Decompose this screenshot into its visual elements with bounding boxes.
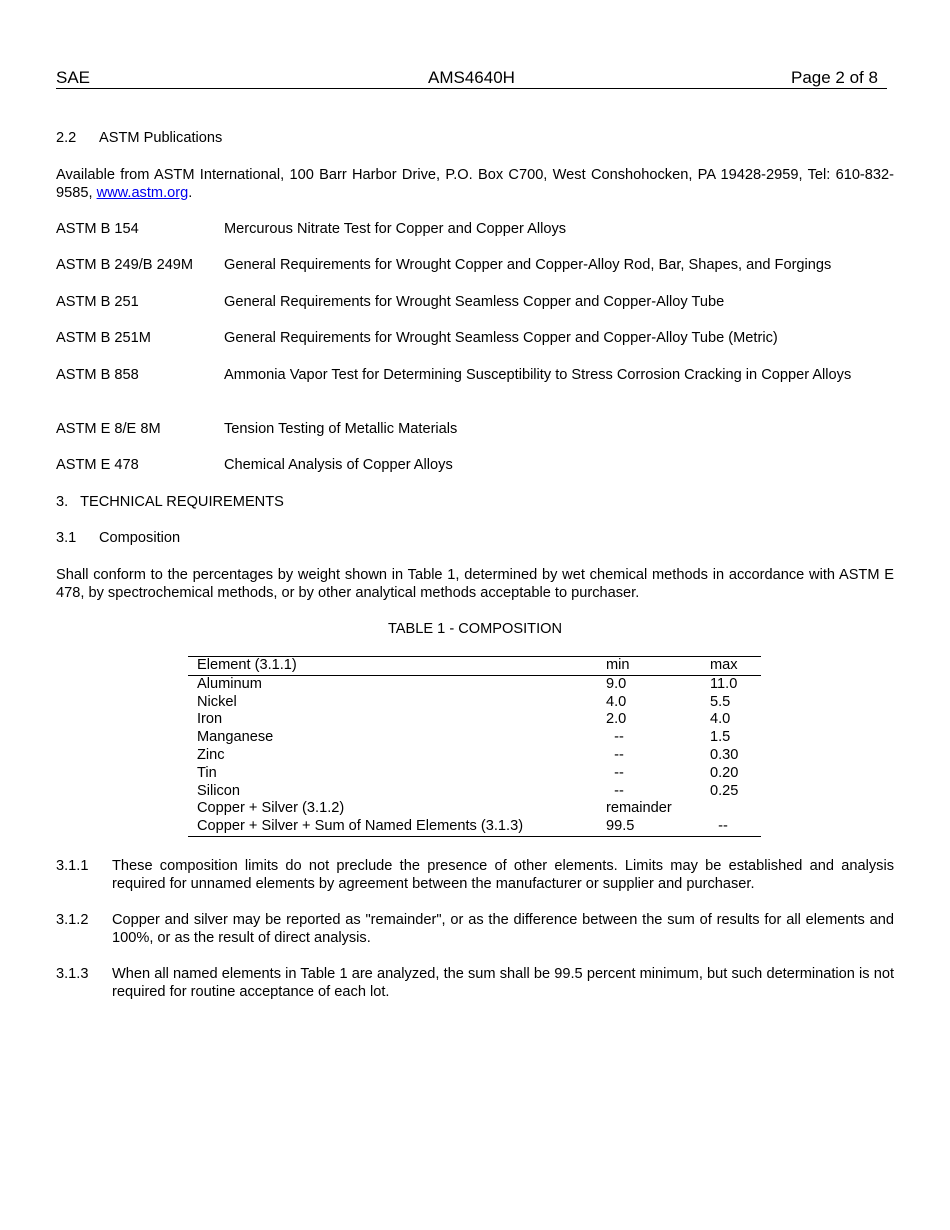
cell-max: 0.20: [710, 764, 739, 781]
cell-element: Iron: [197, 711, 223, 728]
cell-element: Zinc: [197, 746, 225, 763]
section-2-2-title: ASTM Publications: [99, 130, 223, 146]
table-header-row: [188, 657, 761, 676]
cell-max: --: [710, 818, 728, 835]
cell-element: Tin: [197, 764, 217, 781]
table-row: [188, 783, 761, 801]
availability-period: .: [188, 185, 193, 201]
astm-website-link[interactable]: www.astm.org: [96, 185, 189, 201]
table-row: [188, 747, 761, 765]
availability-text: Available from ASTM International, 100 Barr Harbor Drive, P.O. Box C700, West Conshohocken, PA 19428-2959, Tel: 610-832-9585,: [56, 167, 894, 201]
section-3-heading: 3. TECHNICAL REQUIREMENTS: [56, 494, 284, 510]
cell-max: 5.5: [710, 693, 731, 710]
reference-title: General Requirements for Wrought Seamless Copper and Copper-Alloy Tube (Metric): [224, 330, 778, 346]
note-text: Copper and silver may be reported as "remainder", or as the difference between the sum of results for all elements and 100%, or as the result of direct analysis.: [112, 912, 894, 946]
table-row: [188, 675, 761, 693]
cell-max: 0.25: [710, 782, 739, 799]
note-number: 3.1.2: [56, 912, 89, 928]
table-caption: TABLE 1 - COMPOSITION: [387, 621, 563, 637]
cell-min: 9.0: [606, 675, 627, 692]
table-row: [188, 818, 761, 836]
header-page-number: Page 2 of 8: [791, 68, 878, 87]
reference-title: Tension Testing of Metallic Materials: [224, 421, 458, 437]
reference-code: ASTM B 251: [56, 294, 139, 310]
reference-code: ASTM B 154: [56, 221, 139, 237]
column-header-min: min: [606, 657, 630, 673]
cell-max: 4.0: [710, 711, 731, 728]
cell-min: 99.5: [606, 818, 635, 835]
cell-element: Copper + Silver + Sum of Named Elements (3.1.3): [197, 818, 524, 835]
astm-availability-paragraph: [56, 166, 894, 202]
note-number: 3.1.1: [56, 858, 89, 874]
column-header-max: max: [710, 657, 738, 673]
cell-min: --: [606, 746, 624, 763]
cell-element: Manganese: [197, 729, 274, 746]
cell-max: 1.5: [710, 729, 731, 746]
cell-min: remainder: [606, 800, 672, 817]
reference-title: Mercurous Nitrate Test for Copper and Copper Alloys: [224, 221, 567, 237]
cell-min: 2.0: [606, 711, 627, 728]
reference-title: Ammonia Vapor Test for Determining Susceptibility to Stress Corrosion Cracking in Copper Alloys: [224, 367, 852, 383]
reference-code: ASTM E 8/E 8M: [56, 421, 161, 437]
note-text: When all named elements in Table 1 are analyzed, the sum shall be 99.5 percent minimum, but such determination is not required for routine acceptance of each lot.: [112, 966, 894, 1000]
cell-max: [710, 800, 761, 818]
cell-max: 11.0: [710, 675, 738, 692]
table-row: [188, 711, 761, 729]
header-rule: [56, 88, 887, 89]
header-doc-id: AMS4640H: [428, 68, 515, 87]
cell-min: --: [606, 764, 624, 781]
reference-title: Chemical Analysis of Copper Alloys: [224, 457, 453, 473]
cell-min: --: [606, 782, 624, 799]
table-row: [188, 765, 761, 783]
section-3-1-number: 3.1: [56, 530, 77, 546]
section-2-2-number: 2.2: [56, 130, 77, 146]
reference-title: General Requirements for Wrought Seamless Copper and Copper-Alloy Tube: [224, 294, 725, 310]
reference-title: General Requirements for Wrought Copper and Copper-Alloy Rod, Bar, Shapes, and Forgings: [224, 257, 832, 273]
cell-min: --: [606, 729, 624, 746]
cell-max: 0.30: [710, 746, 739, 763]
header-org: SAE: [56, 68, 91, 87]
reference-code: ASTM B 858: [56, 367, 139, 383]
cell-element: Nickel: [197, 693, 237, 710]
table-row: [188, 694, 761, 712]
reference-code: ASTM B 249/B 249M: [56, 257, 194, 273]
section-3-1-title: Composition: [99, 530, 181, 546]
note-text: These composition limits do not preclude the presence of other elements. Limits may be established and analysis required for unnamed elements by agreement between the manufacturer or supplier and purchaser.: [112, 858, 894, 892]
column-header-element: Element (3.1.1): [197, 657, 297, 673]
composition-table: [188, 656, 761, 837]
cell-element: Aluminum: [197, 675, 262, 692]
reference-code: ASTM E 478: [56, 457, 139, 473]
cell-element: Silicon: [197, 782, 240, 799]
reference-code: ASTM B 251M: [56, 330, 151, 346]
table-row: [188, 729, 761, 747]
table-row: [188, 800, 761, 818]
cell-min: 4.0: [606, 693, 627, 710]
note-number: 3.1.3: [56, 966, 89, 982]
composition-paragraph: Shall conform to the percentages by weight shown in Table 1, determined by wet chemical methods in accordance with ASTM E 478, by spectrochemical methods, or by other analytical methods acceptable to purchaser.: [56, 567, 894, 601]
cell-element: Copper + Silver (3.1.2): [197, 800, 345, 817]
